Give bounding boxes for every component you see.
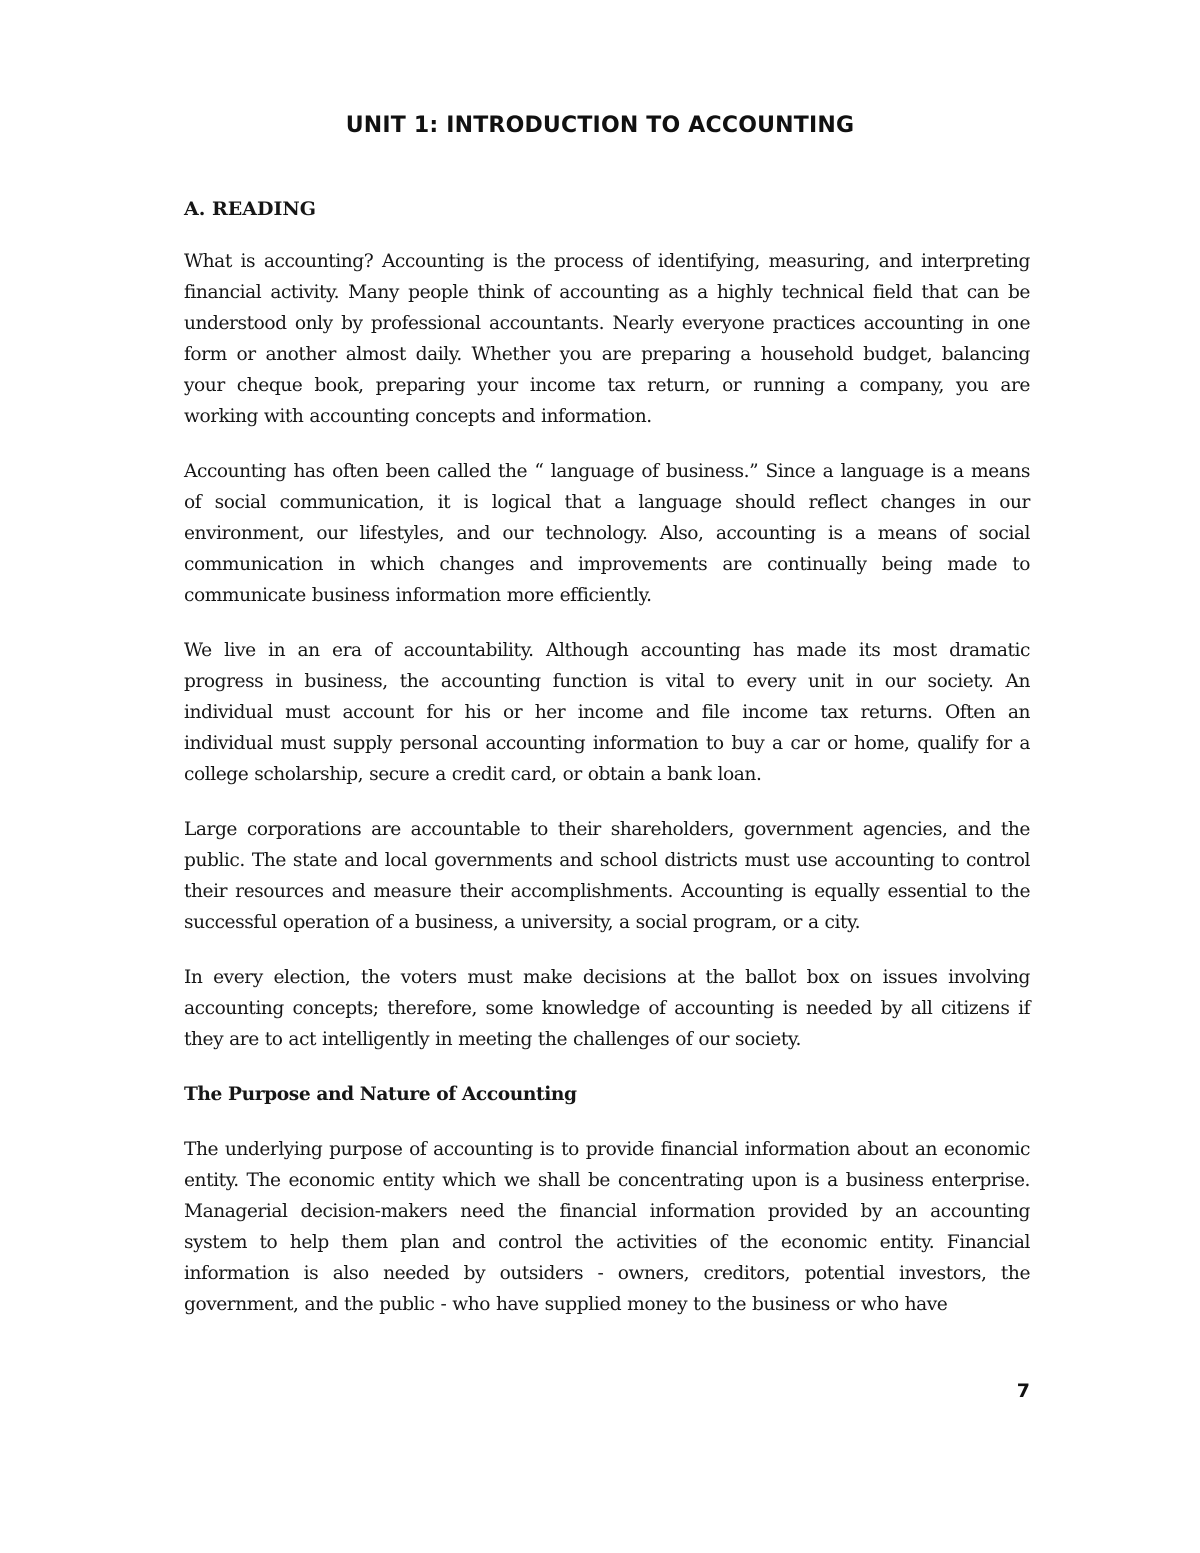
- paragraph-underlying-purpose: The underlying purpose of accounting is to provide financial information about an economic entity. The economic entity which we shall be concentrating upon is a business enterprise. Managerial decision-makers need the financial information provided by an accounting system to help them plan and control the activities of the economic entity. Financial information is also needed by outsiders - owners, creditors, potential investors, the government, and the public - who have supplied money to the business or who have: [184, 1139, 1030, 1315]
- subheading-purpose-and-nature: The Purpose and Nature of Accounting: [184, 1084, 577, 1105]
- paragraph-era-of-accountability: We live in an era of accountability. Although accounting has made its most dramatic progress in business, the accounting function is vital to every unit in our society. An individual must account for his or her income and file income tax returns. Often an individual must supply personal accounting information to buy a car or home, qualify for a college scholarship, secure a credit card, or obtain a bank loan.: [184, 640, 1030, 785]
- paragraph-every-election: In every election, the voters must make decisions at the ballot box on issues involving accounting concepts; therefore, some knowledge of accounting is needed by all citizens if they are to act intelligently in meeting the challenges of our society.: [184, 967, 1030, 1050]
- page-title: UNIT 1: INTRODUCTION TO ACCOUNTING: [345, 113, 855, 138]
- paragraph-what-is-accounting: What is accounting? Accounting is the process of identifying, measuring, and interpreting financial activity. Many people think of accounting as a highly technical field that can be understood only by professional accountants. Nearly everyone practices accounting in one form or another almost daily. Whether you are preparing a household budget, balancing your cheque book, preparing your income tax return, or running a company, you are working with accounting concepts and information.: [184, 251, 1030, 427]
- page-number: 7: [1016, 1380, 1030, 1402]
- paragraph-large-corporations: Large corporations are accountable to their shareholders, government agencies, and the public. The state and local governments and school districts must use accounting to control their resources and measure their accomplishments. Accounting is equally essential to the successful operation of a business, a university, a social program, or a city.: [184, 819, 1030, 933]
- section-heading: A. READING: [184, 198, 316, 220]
- paragraph-language-of-business: Accounting has often been called the “ language of business.” Since a language is a means of social communication, it is logical that a language should reflect changes in our environment, our lifestyles, and our technology. Also, accounting is a means of social communication in which changes and improvements are continually being made to communicate business information more efficiently.: [184, 461, 1030, 606]
- document-body: [184, 194, 1030, 1344]
